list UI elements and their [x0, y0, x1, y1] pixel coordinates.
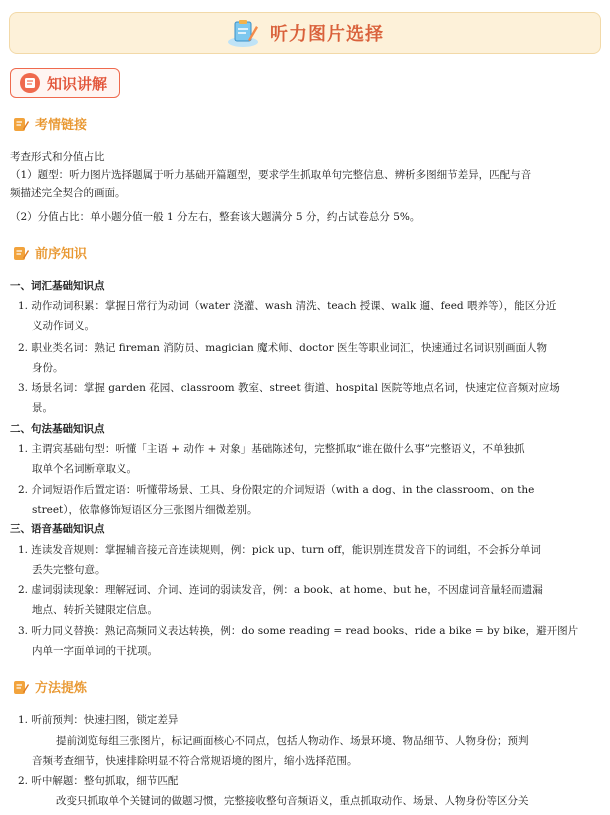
method-step-1-body: 提前浏览每组三张图片，标记画面核心不同点，包括人物动作、场景环境、物品细节、人物身份；预判 [56, 735, 529, 747]
phonetics-item-3: 3. 听力同义替换：熟记高频同义表达转换，例：do some reading = read books、ride a bike = by bike，避开图片 [18, 625, 579, 637]
pencil-note-icon [13, 245, 29, 261]
phonetics-item-2-cont: 地点、转折关键限定信息。 [32, 604, 158, 616]
method-step-2-body: 改变只抓取单个关键词的做题习惯，完整接收整句音频语义，重点抓取动作、场景、人物身份等区分关 [56, 795, 529, 807]
phonetics-item-1-cont: 丢失完整句意。 [32, 564, 106, 576]
section-label [10, 68, 120, 98]
section-title: 知识讲解 [47, 74, 108, 93]
syntax-item-1-cont: 取单个名词断章取义。 [32, 463, 137, 475]
vocab-item-1-cont: 义动作词义。 [32, 320, 95, 332]
vocab-item-3: 3. 场景名词：掌握 garden 花园、classroom 教室、street 街道、hospital 医院等地点名词，快速定位音频对应场 [18, 382, 560, 394]
vocab-item-2: 2. 职业类名词：熟记 fireman 消防员、magician 魔术师、doctor 医生等职业词汇，快速通过名词识别画面人物 [18, 342, 547, 354]
phonetics-item-1: 1. 连读发音规则：掌握辅音接元音连读规则，例：pick up、turn off，能识别连贯发音下的词组，不会拆分单词 [18, 544, 541, 556]
exam-point-1: （1）题型：听力图片选择题属于听力基础开篇题型，要求学生抓取单句完整信息、辨析多图细节差异，匹配与音 [10, 169, 532, 181]
method-step-1-body-cont: 音频考查细节，快速排除明显不符合常规语境的图片，缩小选择范围。 [32, 755, 358, 767]
exam-intro: 考查形式和分值占比 [10, 151, 105, 163]
syntax-heading: 二、句法基础知识点 [10, 423, 105, 435]
book-icon [19, 72, 41, 94]
vocab-item-2-cont: 身份。 [32, 362, 64, 374]
vocab-heading: 一、词汇基础知识点 [10, 280, 105, 292]
pencil-note-icon [13, 116, 29, 132]
subheading-exam: 考情链接 [13, 114, 87, 133]
vocab-item-1: 1. 动作动词积累：掌握日常行为动词（water 浇灌、wash 清洗、teach 授课、walk 遛、feed 喂养等），能区分近 [18, 300, 557, 312]
page-title: 听力图片选择 [270, 24, 384, 45]
method-step-1: 1. 听前预判：快速扫图，锁定差异 [18, 714, 179, 726]
phonetics-heading: 三、语音基础知识点 [10, 523, 105, 535]
phonetics-item-2: 2. 虚词弱读现象：理解冠词、介词、连词的弱读发音，例：a book、at home、but he，不因虚词音量轻而遗漏 [18, 584, 543, 596]
vocab-item-3-cont: 景。 [32, 402, 53, 414]
syntax-item-2: 2. 介词短语作后置定语：听懂带场景、工具、身份限定的介词短语（with a dog、in the classroom、on the [18, 484, 535, 496]
method-step-2: 2. 听中解题：整句抓取，细节匹配 [18, 775, 179, 787]
subheading-method: 方法提炼 [13, 677, 87, 696]
syntax-item-2-cont: street），依靠修饰短语区分三张图片细微差别。 [32, 504, 258, 516]
exam-point-2: （2）分值占比：单小题分值一般 1 分左右，整套该大题满分 5 分，约占试卷总分 5%。 [10, 211, 421, 223]
pencil-note-icon [13, 679, 29, 695]
clipboard-pen-icon [226, 18, 260, 48]
phonetics-item-3-cont: 内单一字面单词的干扰项。 [32, 645, 158, 657]
exam-point-1-cont: 频描述完全契合的画面。 [10, 187, 126, 199]
subheading-prior: 前序知识 [13, 243, 87, 262]
title-banner [9, 12, 601, 54]
syntax-item-1: 1. 主谓宾基础句型：听懂「主语 + 动作 + 对象」基础陈述句，完整抓取“谁在做什么事”完整语义，不单独抓 [18, 443, 525, 455]
